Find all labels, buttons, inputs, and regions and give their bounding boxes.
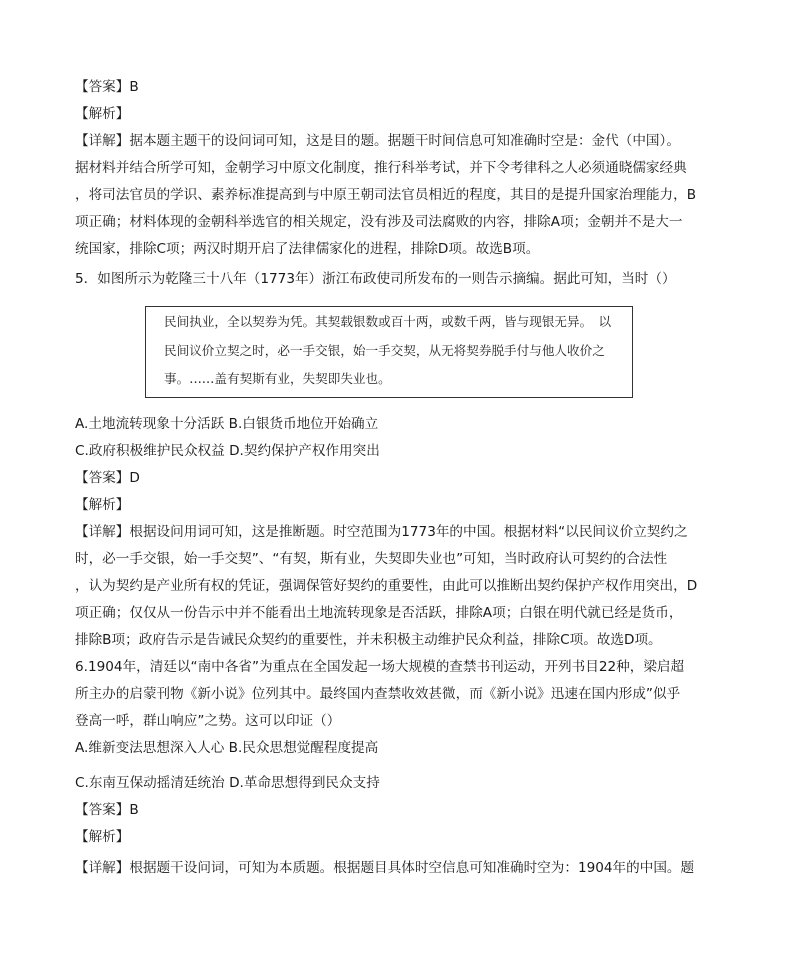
q6-options-ab: A.维新变法思想深入人心 B.民众思想觉醒程度提高 xyxy=(75,740,379,756)
q5-detail-line: 项正确；仅仅从一份告示中并不能看出土地流转现象是否活跃，排除A项；白银在明代就已经是货币， xyxy=(75,605,683,621)
q5-question: 5．如图所示为乾隆三十八年（1773年）浙江布政使司所发布的一则告示摘编。据此可知，当时（） xyxy=(75,271,676,287)
q6-options-cd: C.东南互保动摇清廷统治 D.革命思想得到民众支持 xyxy=(75,775,380,791)
q6-detail-line: 【详解】根据题干设问词，可知为本质题。根据题目具体时空信息可知准确时空为：1904年的中国。题 xyxy=(75,860,695,876)
q5-detail-line: 时，必一手交银，始一手交契”、“有契，斯有业，失契即失业也”可知，当时政府认可契约的合法性 xyxy=(75,551,668,567)
q6-answer: 【答案】B xyxy=(75,802,139,818)
q4-detail-line: 统国家，排除C项；两汉时期开启了法律儒家化的进程，排除D项。故选B项。 xyxy=(75,241,540,257)
q4-detail-line: 据材料并结合所学可知，金朝学习中原文化制度，推行科举考试，并下令考律科之人必须通晓儒家经典 xyxy=(75,160,687,176)
q5-detail-line: 排除B项；政府告示是告诫民众契约的重要性，并未积极主动维护民众利益，排除C项。故选D项。 xyxy=(75,632,662,648)
q4-detail-line: 【详解】据本题主题干的设问词可知，这是目的题。据题干时间信息可知准确时空是：金代（中国）。 xyxy=(75,133,680,149)
q4-answer: 【答案】B xyxy=(75,79,139,95)
q5-answer: 【答案】D xyxy=(75,470,140,486)
q4-detail-line: ，将司法官员的学识、素养标准提高到与中原王朝司法官员相近的程度，其目的是提升国家治理能力，B xyxy=(75,187,697,203)
q6-question-line: 登高一呼，群山响应”之势。这可以印证（） xyxy=(75,713,341,729)
q5-options-ab: A.土地流转现象十分活跃 B.白银货币地位开始确立 xyxy=(75,416,379,432)
q5-detail-line: 【详解】根据设问用词可知，这是推断题。时空范围为1773年的中国。根据材料“以民间议价立契约之 xyxy=(75,524,688,540)
q6-question-line: 6.1904年，清廷以“南中各省”为重点在全国发起一场大规模的查禁书刊运动，开列书目22种，梁启超 xyxy=(75,659,685,675)
q6-analysis-label: 【解析】 xyxy=(75,829,130,845)
q5-quote-line: 民间议价立契之时，必一手交银，始一手交契，从无将契券脱手付与他人收价之 xyxy=(164,343,605,358)
q5-quote-box xyxy=(145,306,633,398)
q6-question-line: 所主办的启蒙刊物《新小说》位列其中。最终国内查禁收效甚微，而《新小说》迅速在国内形成”似乎 xyxy=(75,686,681,702)
q4-analysis-label: 【解析】 xyxy=(75,106,130,122)
q4-detail-line: 项正确；材料体现的金朝科举选官的相关规定，没有涉及司法腐败的内容，排除A项；金朝并不是大一 xyxy=(75,214,683,230)
q5-analysis-label: 【解析】 xyxy=(75,497,130,513)
q5-quote-line: 民间执业，全以契券为凭。其契载银数或百十两，或数千两，皆与现银无异。 以 xyxy=(164,314,612,329)
q5-options-cd: C.政府积极维护民众权益 D.契约保护产权作用突出 xyxy=(75,443,380,459)
q5-quote-line: 事。……盖有契斯有业，失契即失业也。 xyxy=(164,371,391,386)
q5-detail-line: ，认为契约是产业所有权的凭证，强调保管好契约的重要性，由此可以推断出契约保护产权作用突出，D xyxy=(75,578,698,594)
